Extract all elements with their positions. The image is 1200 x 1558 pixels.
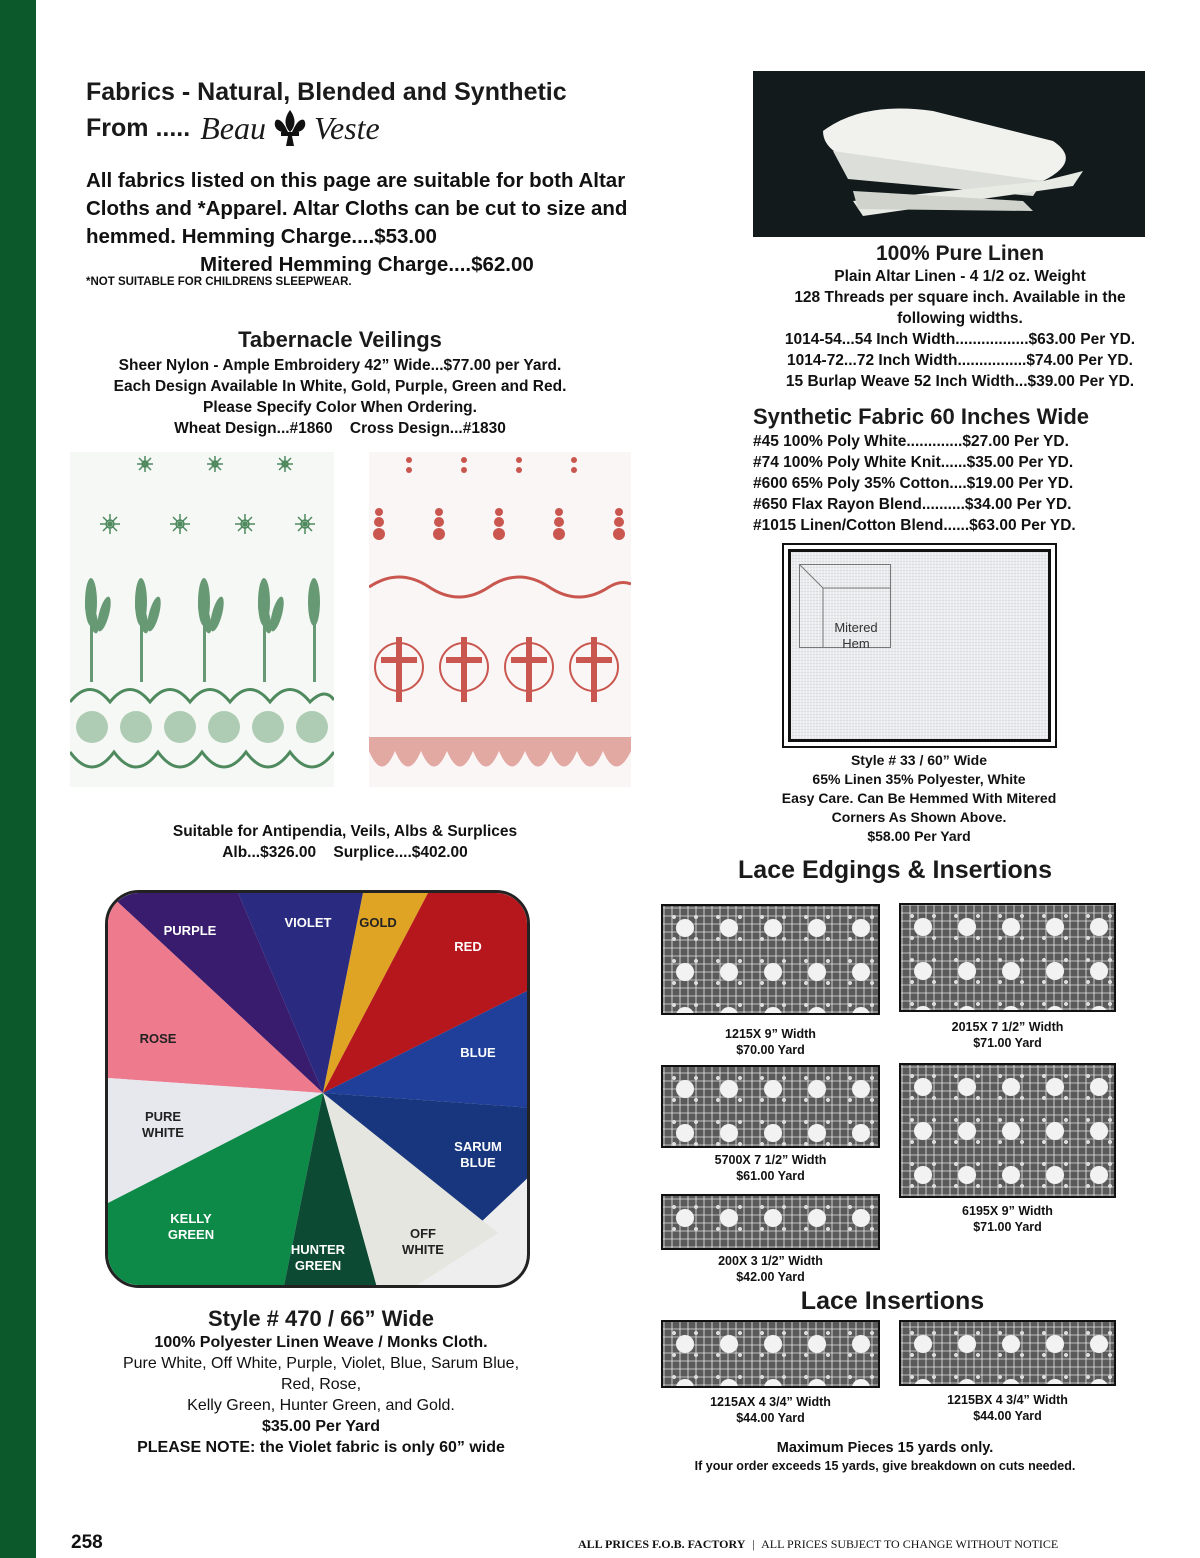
synthetic-item: #1015 Linen/Cotton Blend......$63.00 Per YD. xyxy=(753,517,1076,534)
mitered-hem-label xyxy=(821,620,891,652)
linen-swatch xyxy=(788,549,1051,742)
tabernacle-title: Tabernacle Veilings xyxy=(238,327,442,352)
lace-2015x-image xyxy=(899,903,1116,1012)
lace-name: 1215X 9” Width xyxy=(725,1027,816,1041)
lace-1215x-caption xyxy=(661,1026,880,1058)
swatch-label-sarum-blue: SARUM BLUE xyxy=(454,1139,502,1170)
lace-price: $71.00 Yard xyxy=(973,1220,1042,1234)
page-heading xyxy=(86,76,726,148)
tabernacle-section xyxy=(60,327,620,439)
lace-name: 2015X 7 1/2” Width xyxy=(951,1020,1064,1034)
lace-200x-caption xyxy=(661,1253,880,1285)
tabernacle-line: Please Specify Color When Ordering. xyxy=(203,399,477,416)
green-sidebar xyxy=(0,0,36,1558)
lace-name: 5700X 7 1/2” Width xyxy=(714,1153,827,1167)
linen-line: Plain Altar Linen - 4 1/2 oz. Weight xyxy=(834,268,1086,285)
lace-1215bx-caption xyxy=(899,1392,1116,1424)
lace-1215bx-image xyxy=(899,1320,1116,1386)
swatch-label-gold: GOLD xyxy=(359,915,397,930)
intro-line: Mitered Hemming Charge....$62.00 xyxy=(200,253,534,276)
style-470-line: Red, Rose, xyxy=(280,1376,362,1393)
lace-name: 1215BX 4 3/4” Width xyxy=(947,1393,1068,1407)
linen-section xyxy=(750,242,1170,392)
style-470-price: $35.00 Per Yard xyxy=(261,1418,381,1435)
lace-name: 6195X 9” Width xyxy=(962,1204,1053,1218)
brand-right: Veste xyxy=(313,110,380,146)
footer-left: ALL PRICES F.O.B. FACTORY xyxy=(578,1537,746,1551)
cross-design-image xyxy=(369,452,631,787)
swatch-label-pure-white: PURE WHITE xyxy=(142,1109,184,1140)
linen-width-price: 1014-72...72 Inch Width................$74.00 Per YD. xyxy=(787,352,1133,369)
pure-linen-image xyxy=(753,71,1145,237)
cuts-breakdown-note: If your order exceeds 15 yards, give breakdown on cuts needed. xyxy=(694,1459,1076,1473)
synthetic-item: #74 100% Poly White Knit......$35.00 Per YD. xyxy=(753,454,1074,471)
linen-width-price: 15 Burlap Weave 52 Inch Width...$39.00 Per YD. xyxy=(785,373,1135,390)
lace-name: 200X 3 1/2” Width xyxy=(718,1254,823,1268)
style-33-line: Corners As Shown Above. xyxy=(831,809,1007,825)
synthetic-item: #600 65% Poly 35% Cotton....$19.00 Per YD. xyxy=(753,475,1074,492)
violet-width-note: PLEASE NOTE: the Violet fabric is only 60” wide xyxy=(137,1439,505,1456)
intro-text xyxy=(86,167,736,279)
style-33-description xyxy=(744,751,1094,846)
max-pieces-note: Maximum Pieces 15 yards only. xyxy=(776,1440,994,1456)
sleepwear-note: *NOT SUITABLE FOR CHILDRENS SLEEPWEAR. xyxy=(86,276,352,288)
lace-200x-image xyxy=(661,1194,880,1250)
suitable-for-text: Suitable for Antipendia, Veils, Albs & Surplices xyxy=(172,823,518,840)
fleur-de-lis-icon xyxy=(270,108,310,148)
swatch-label-red: RED xyxy=(454,939,482,954)
lace-price: $61.00 Yard xyxy=(736,1169,805,1183)
lace-2015x-caption xyxy=(899,1019,1116,1051)
style-470-title: Style # 470 / 66” Wide xyxy=(207,1306,435,1331)
lace-price: $71.00 Yard xyxy=(973,1036,1042,1050)
intro-line: All fabrics listed on this page are suitable for both Altar xyxy=(86,169,626,192)
style-33-line: Easy Care. Can Be Hemmed With Mitered xyxy=(781,790,1057,806)
synthetic-item: #650 Flax Rayon Blend..........$34.00 Per YD. xyxy=(753,496,1072,513)
intro-line: hemmed. Hemming Charge....$53.00 xyxy=(86,225,437,248)
tabernacle-line: Sheer Nylon - Ample Embroidery 42” Wide...$77.00 per Yard. xyxy=(118,357,562,374)
lace-name: 1215AX 4 3/4” Width xyxy=(710,1395,831,1409)
style-33-price: $58.00 Per Yard xyxy=(867,828,971,844)
brand-left: Beau xyxy=(200,110,266,146)
synthetic-item: #45 100% Poly White.............$27.00 Per YD. xyxy=(753,433,1069,450)
tabernacle-line: Wheat Design...#1860 Cross Design...#1830 xyxy=(174,420,506,437)
style-33-image xyxy=(782,543,1057,748)
hem-label-line: Mitered xyxy=(834,620,878,635)
swatch-label-purple: PURPLE xyxy=(163,923,217,938)
linen-line: 128 Threads per square inch. Available in the xyxy=(794,289,1126,306)
lace-6195x-caption xyxy=(899,1203,1116,1235)
tabernacle-line: Each Design Available In White, Gold, Purple, Green and Red. xyxy=(113,378,567,395)
swatch-label-kelly-green: KELLY GREEN xyxy=(167,1211,215,1242)
lace-price: $42.00 Yard xyxy=(736,1270,805,1284)
tabernacle-uses xyxy=(60,821,630,863)
lace-price: $44.00 Yard xyxy=(973,1409,1042,1423)
swatch-label-rose: ROSE xyxy=(139,1031,177,1046)
style-33-line: 65% Linen 35% Polyester, White xyxy=(812,771,1026,787)
lace-1215ax-caption xyxy=(661,1394,880,1426)
heading-from: From ..... xyxy=(86,114,191,142)
lace-5700x-image xyxy=(661,1065,880,1148)
intro-line: Cloths and *Apparel. Altar Cloths can be cut to size and xyxy=(86,197,628,220)
style-470-swatch-fan xyxy=(105,890,530,1288)
swatch-label-blue: BLUE xyxy=(460,1045,496,1060)
alb-surplice-prices: Alb...$326.00 Surplice....$402.00 xyxy=(222,844,468,861)
lace-order-notes xyxy=(640,1439,1130,1474)
synthetic-section xyxy=(753,404,1173,536)
wheat-design-image xyxy=(70,452,334,787)
lace-edgings-title: Lace Edgings & Insertions xyxy=(738,856,1052,884)
lace-1215ax-image xyxy=(661,1320,880,1388)
lace-price: $70.00 Yard xyxy=(736,1043,805,1057)
swatch-label-hunter-green: HUNTER GREEN xyxy=(290,1242,346,1273)
linen-line: following widths. xyxy=(897,310,1023,327)
synthetic-title: Synthetic Fabric 60 Inches Wide xyxy=(753,404,1090,429)
footer-separator: | xyxy=(752,1537,755,1551)
linen-title: 100% Pure Linen xyxy=(875,242,1045,265)
heading-from-row xyxy=(86,108,726,148)
lace-6195x-image xyxy=(899,1063,1116,1198)
style-470-description xyxy=(60,1306,582,1458)
linen-width-price: 1014-54...54 Inch Width.................$63.00 Per YD. xyxy=(784,331,1136,348)
swatch-label-violet: VIOLET xyxy=(284,915,332,930)
brand-logo xyxy=(200,108,380,148)
lace-5700x-caption xyxy=(661,1152,880,1184)
style-470-line: Pure White, Off White, Purple, Violet, Blue, Sarum Blue, xyxy=(122,1355,520,1372)
style-33-line: Style # 33 / 60” Wide xyxy=(850,752,988,768)
swatch-label-off-white: OFF WHITE xyxy=(402,1226,444,1257)
heading-line: Fabrics - Natural, Blended and Synthetic xyxy=(86,78,567,106)
hem-label-line: Hem xyxy=(842,636,870,651)
footer-note xyxy=(578,1537,1138,1552)
style-470-line: 100% Polyester Linen Weave / Monks Cloth. xyxy=(154,1334,488,1351)
lace-1215x-image xyxy=(661,904,880,1015)
page-number: 258 xyxy=(71,1532,103,1553)
style-470-line: Kelly Green, Hunter Green, and Gold. xyxy=(187,1397,455,1414)
lace-insertions-title: Lace Insertions xyxy=(800,1287,985,1315)
footer-right: ALL PRICES SUBJECT TO CHANGE WITHOUT NOTICE xyxy=(761,1537,1059,1551)
lace-price: $44.00 Yard xyxy=(736,1411,805,1425)
